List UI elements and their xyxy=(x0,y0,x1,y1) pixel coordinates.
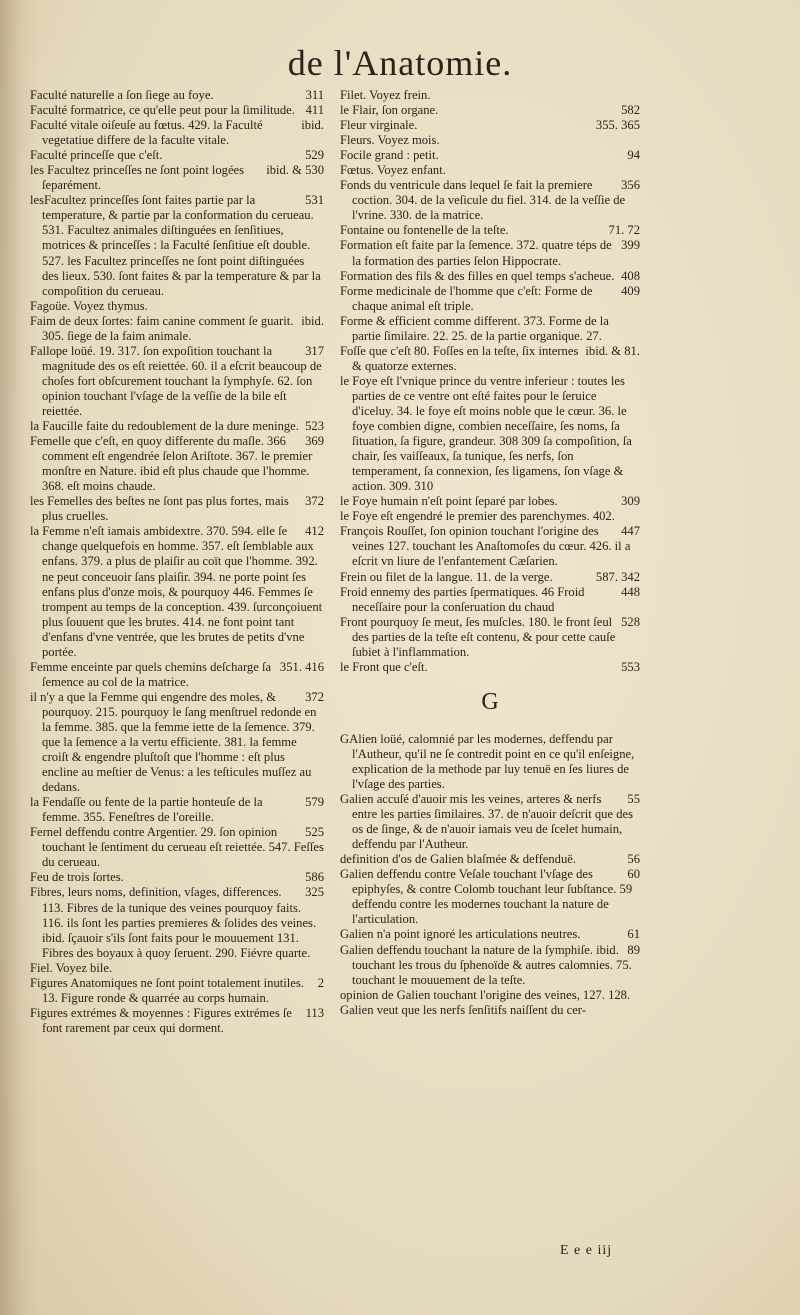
index-entry: 372 les Femelles des beſtes ne ſont pas plus fortes, mais plus cruelles. xyxy=(30,494,324,524)
index-entry: 399 Formation eſt faite par la ſemence. 372. quatre téps de la formation des parties ſelon Hippocrate. xyxy=(340,238,640,268)
index-entry: Filet. Voyez frein. xyxy=(340,88,431,102)
index-entry: le Foye eſt engendré le premier des parenchymes. 402. xyxy=(340,509,615,524)
index-entry: 369 Femelle que c'eſt, en quoy differente du maſle. 366 comment eſt engendrée ſelon Ariſtote. 367. le premier monſtre en Nature. ibid eſt plus chaude que l'homme. 368. eſt moins chaude. xyxy=(30,434,324,494)
index-entry: 309 le Foye humain n'eſt point ſeparé par lobes. xyxy=(340,494,640,509)
index-entry: Galien veut que les nerfs ſenſitifs naiſſent du cer- xyxy=(340,1002,586,1017)
index-entry: opinion de Galien touchant l'origine des veines, 127. 128. xyxy=(340,987,631,1002)
index-entry: 61 Galien n'a point ignoré les articulations neutres. xyxy=(340,927,640,942)
index-entry: 351. 416 Femme enceinte par quels chemins deſcharge ſa ſemence au col de la matrice. xyxy=(30,659,324,689)
index-entry: ibid. Faculté vitale oiſeuſe au fœtus. 429. la Faculté vegetatiue differe de la faculte vitale. xyxy=(30,118,324,148)
index-entry: 94 Focile grand : petit. xyxy=(340,148,640,163)
index-entry: 447 François Rouſſet, ſon opinion touchant l'origine des veines 127. touchant les Anaſtomoſes du cœur. 426. il a eſcrit vn liure de l'enfantement Cæſarien. xyxy=(340,524,640,569)
index-entry: 71. 72 Fontaine ou fontenelle de la teſte. xyxy=(340,223,640,238)
index-entry: 89 Galien deffendu touchant la nature de la ſymphiſe. ibid. touchant les trous du ſphenoïde & autres calomnies. 75. touchant le mouuement de la teſte. xyxy=(340,942,640,987)
index-column-left xyxy=(30,88,324,1036)
index-entry: 356 Fonds du ventricule dans lequel ſe fait la premiere coction. 304. de la veſicule du fiel. 314. de la veſſie de l'vrine. 330. de la matrice. xyxy=(340,178,640,223)
index-entry: 531 lesFacultez princeſſes ſont faites partie par la temperature, & partie par la conformation du cerueau. 531. Facultez animales diſtinguées en ſenſitiues, motrices & princeſſes : la Faculté ſenſitiue eſt double. 527. les Facultez princeſſes ne ſont point diſtinguées des lieux. 530. ſont faites & par la temperature & par la compoſition du cerueau. xyxy=(30,193,324,298)
index-entry: 113 Figures extrémes & moyennes : Figures extrémes ſe font rarement par ceux qui dorment. xyxy=(30,1005,324,1035)
index-entry: 411 Faculté formatrice, ce qu'elle peut pour la ſimilitude. xyxy=(30,103,324,118)
index-entry: Fleurs. Voyez mois. xyxy=(340,133,440,148)
index-entry: 553 le Front que c'eſt. xyxy=(340,659,640,674)
index-entry: le Foye eſt l'vnique prince du ventre inferieur : toutes les parties de ce ventre ont eſté faites pour le ſeruice d'iceluy. 34. le foye eſt moins noble que le cœur. 36. le foye combien digne, combien neceſſaire, ſes noms, ſa ſituation, ſa figure, grandeur. 308 309 ſa compoſition, ſa chair, ſes vaiſſeaux, ſa tunique, ſes nerfs, ſon temperament, ſa connexion, ſes ligamens, ſon vſage & action. 309. 310 xyxy=(340,373,632,494)
index-entry: 409 Forme medicinale de l'homme que c'eſt: Forme de chaque animal eſt triple. xyxy=(340,283,640,313)
index-entry: 412 la Femme n'eſt iamais ambidextre. 370. 594. elle ſe change quelquefois en homme. 357. eſt ſemblable aux enfans. 379. a plus de plaiſir au coït que l'homme. 392. ne peut conceuoir ſans plaiſir. 394. ne porte point ſes enfans plus d'onze mois, & pourquoy 446. Femmes ſe trompent au temps de la conception. 439. ſurconçoiuent plus ſouuent que les brutes. 414. ne font point tant d'enfans d'vne ventrée, que les brutes de petits d'vne portée. xyxy=(30,524,324,659)
index-entry: 586 Feu de trois ſortes. xyxy=(30,870,324,885)
index-entry: 372 il n'y a que la Femme qui engendre des moles, & pourquoy. 215. pourquoy le ſang menſtruel redonde en la femme. 385. que la femme iette de la ſemence. 379. que la ſemence a la vertu efficiente. 381. la femme croiſt & engendre pluſtoſt que l'homme : eſt plus encline au meſtier de Venus: a les teſticules muſſez au dedans. xyxy=(30,689,324,795)
index-entry: Fœtus. Voyez enfant. xyxy=(340,163,446,178)
index-entry: ibid. & 81. Foſſe que c'eſt 80. Foſſes en la teſte, ſix internes & quatorze externes. xyxy=(340,343,640,373)
index-entry: 56 definition d'os de Galien blaſmée & deffenduë. xyxy=(340,852,640,867)
index-entry: 408 Formation des fils & des filles en quel temps s'acheue. xyxy=(340,268,640,283)
index-entry: Forme & efficient comme different. 373. Forme de la partie ſimilaire. 22. 25. de la partie organique. 27. xyxy=(340,313,609,343)
index-entry: Fagoüe. Voyez thymus. xyxy=(30,298,148,313)
index-entry: 311 Faculté naturelle a ſon ſiege au foye. xyxy=(30,88,324,102)
index-entry: ibid. & 530 les Facultez princeſſes ne ſont point logées ſeparément. xyxy=(30,163,324,193)
signature-mark: E e e iij xyxy=(560,1243,613,1258)
index-column-right xyxy=(340,88,640,1018)
index-entry: 55 Galien accuſé d'auoir mis les veines, arteres & nerfs entre les parties ſimilaires. 37. de n'auoir deſcrit que des os de ſinge, & de n'auoir iamais veu de ſcelet humain, deffendu par l'Autheur. xyxy=(340,792,640,852)
index-entry: 579 la Fendaſſe ou fente de la partie honteuſe de la femme. 355. Feneſtres de l'oreille. xyxy=(30,795,324,825)
index-entry: ibid. Faim de deux ſortes: faim canine comment ſe guarit. 305. ſiege de la faim animale. xyxy=(30,313,324,343)
index-entry: 355. 365 Fleur virginale. xyxy=(340,118,640,133)
index-entry: Fiel. Voyez bile. xyxy=(30,960,113,975)
index-entry: 448 Froid ennemy des parties ſpermatiques. 46 Froid neceſſaire pour la conſeruation du chaud xyxy=(340,584,640,614)
index-entry: 529 Faculté princeſſe que c'eſt. xyxy=(30,148,324,163)
section-letter: G xyxy=(481,688,499,715)
page-title: de l'Anatomie. xyxy=(287,43,513,83)
index-entry: 2 Figures Anatomiques ne ſont point totalement inutiles. 13. Figure ronde & quarrée au corps humain. xyxy=(30,975,324,1005)
index-entry: 317 Fallope loüé. 19. 317. ſon expoſition touchant la magnitude des os eſt reiettée. 60. il a eſcrit beaucoup de choſes fort obſcurement touchant la ſymphyſe. 62. ſon opinion touchant l'vſage de la veſſie de la bile eſt reiettée. xyxy=(30,343,324,418)
index-entry: 325 Fibres, leurs noms, definition, vſages, differences. 113. Fibres de la tunique des veines pourquoy faits. 116. ils ſont les parties premieres & ſolides des veines. ibid. ſçauoir s'ils ſont faits pour le mouuement 131. Fibres des boyaux à quoy ſeruent. 290. Fiévre quarte. xyxy=(30,885,324,960)
index-entry: 582 le Flair, ſon organe. xyxy=(340,103,640,118)
index-entry: 523 la Faucille faite du redoublement de la dure meninge. xyxy=(30,419,324,434)
index-entry: 587. 342 Frein ou filet de la langue. 11. de la verge. xyxy=(340,569,640,584)
index-entry: 525 Fernel deffendu contre Argentier. 29. ſon opinion touchant le ſentiment du cerueau eſt reiettée. 547. Feſſes du cerueau. xyxy=(30,825,324,870)
index-entry: 60 Galien deffendu contre Veſale touchant l'vſage des epiphyſes, & contre Colomb touchant leur ſubſtance. 59 deffendu contre les modernes touchant la nature de l'articulation. xyxy=(340,867,640,927)
index-entry: 528 Front pourquoy ſe meut, ſes muſcles. 180. le front ſeul des parties de la teſte eſt contenu, & pour cette cauſe ſubiet à l'inflammation. xyxy=(340,614,640,659)
index-entry: GAlien loüé, calomnié par les modernes, deffendu par l'Autheur, qu'il ne ſe contredit point en ce qu'il enſeigne, explication de la methode par luy tenuë en ſes liures de l'vſage des parties. xyxy=(340,731,635,792)
